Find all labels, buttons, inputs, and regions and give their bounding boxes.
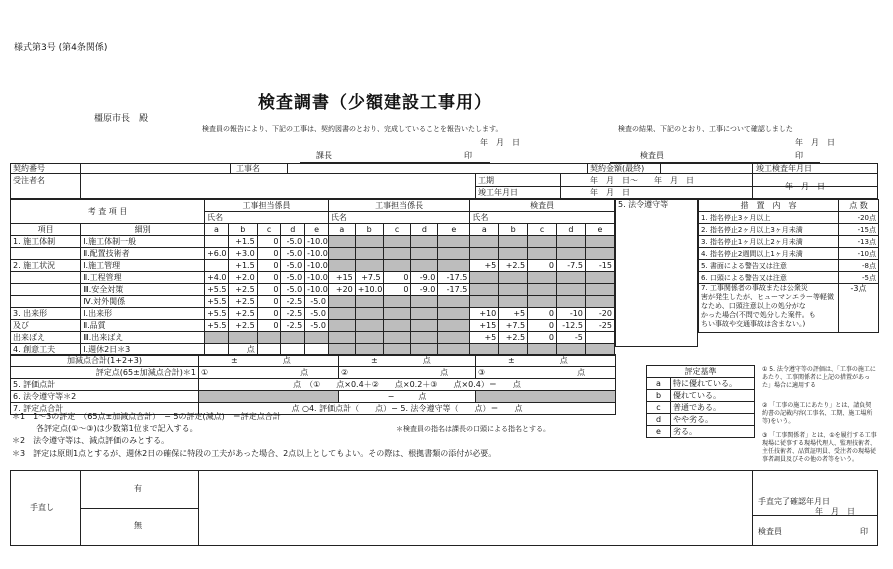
- total-label: 7. 評定点合計: [11, 403, 199, 415]
- score-cell: +2.0: [228, 272, 257, 284]
- item-header: 項目: [11, 224, 81, 236]
- hyotei-g2: ② 点: [339, 367, 476, 379]
- kasan-g2: ± 点: [339, 355, 476, 367]
- row-detail: Ⅰ.出来形: [81, 308, 205, 320]
- criteria-key: d: [647, 414, 671, 426]
- score-cell: [205, 260, 229, 272]
- score-cell: +2.5: [228, 296, 257, 308]
- score-cell: +10.0: [355, 284, 383, 296]
- hyoka-label: 5. 評価点計: [11, 379, 199, 391]
- form-number: 様式第3号 (第4条関係): [14, 43, 108, 53]
- shaded-cell: [328, 332, 355, 344]
- letter-header: c: [528, 224, 557, 236]
- note-1b: 各評定点(①〜③)は少数第1位まで記入する。: [12, 424, 198, 433]
- table-row: [11, 260, 615, 272]
- letter-header: b: [499, 224, 528, 236]
- shaded-cell: [257, 332, 281, 344]
- shaded-cell: [411, 332, 438, 344]
- table-row: [11, 308, 615, 320]
- score-cell: -20: [585, 308, 614, 320]
- score-cell: +5.5: [205, 284, 229, 296]
- shaded-cell: [585, 248, 614, 260]
- score-cell: -10.0: [305, 236, 329, 248]
- shaded-cell: [383, 320, 411, 332]
- letter-header: e: [438, 224, 470, 236]
- horei-label: 6. 法令遵守等＊2: [11, 391, 199, 403]
- score-cell: 0: [528, 320, 557, 332]
- score-cell: -10.0: [305, 260, 329, 272]
- shaded-cell: [557, 284, 586, 296]
- table-row: [11, 236, 615, 248]
- shaded-cell: [470, 236, 499, 248]
- score-cell: -5.0: [281, 272, 305, 284]
- row-item: [11, 248, 81, 260]
- shaded-cell: [205, 332, 229, 344]
- shaded-cell: [470, 248, 499, 260]
- shaded-cell: [383, 332, 411, 344]
- score-cell: -10.0: [305, 284, 329, 296]
- letter-header: e: [305, 224, 329, 236]
- row-item: 2. 施工状況: [11, 260, 81, 272]
- shaded-cell: [585, 284, 614, 296]
- score-cell: [585, 332, 614, 344]
- row-item: 3. 出来形: [11, 308, 81, 320]
- hyoka-formula: 点 （① 点×0.4＋② 点×0.2＋③ 点×0.4）＝ 点: [199, 379, 616, 391]
- row-detail: Ⅰ.週休2日＊3: [81, 344, 205, 356]
- summary-grid: [10, 354, 616, 415]
- inspection-items-header: 考 査 項 目: [11, 200, 205, 224]
- shaded-cell: [438, 296, 470, 308]
- inspection-date-value: 年 月 日: [785, 182, 825, 191]
- law-item-7: 7. 工事関係者の事故または公衆災 害が発生したが、ヒューマンエラー等軽微 なため、口頭注意以上の処分がな かった場合(不問で処分した案件。も ちい事故や交通事故は含まない。): [699, 284, 839, 333]
- law-row: [699, 224, 879, 236]
- score-cell: [205, 236, 229, 248]
- letter-header: d: [557, 224, 586, 236]
- criteria-value: 劣る。: [671, 426, 755, 438]
- shaded-cell: [528, 248, 557, 260]
- score-cell: 0: [257, 248, 281, 260]
- shaded-cell: [328, 260, 355, 272]
- law-text: 5. 書面による警告又は注意: [699, 260, 839, 272]
- score-cell: 0: [383, 272, 411, 284]
- shaded-cell: [438, 260, 470, 272]
- criteria-key: e: [647, 426, 671, 438]
- ari-label: 有: [134, 484, 142, 493]
- shaded-cell: [355, 296, 383, 308]
- total-formula: 点 ○4. 評価点計（ 点）− 5. 法令遵守等（ 点）＝ 点: [199, 403, 616, 415]
- criteria-key: b: [647, 390, 671, 402]
- shaded-cell: [383, 260, 411, 272]
- score-cell: +20: [328, 284, 355, 296]
- detail-header: 細別: [81, 224, 205, 236]
- row-detail: Ⅰ.施工管理: [81, 260, 205, 272]
- table-row: [11, 296, 615, 308]
- amount-label: 契約金額(最終): [590, 164, 645, 173]
- kasan-label: 加減点合計(1+2+3): [11, 355, 199, 367]
- law-measure-header: 措 置 内 容: [699, 200, 839, 212]
- side-note-3: ③ 「工事関係者」とは、①を履行する工事現場に従事する現場代理人、監理技術者、主任技術者、品質証明員、受注者の現場従事者調員及びその他の者等をいう。: [762, 432, 877, 463]
- letter-header: d: [411, 224, 438, 236]
- shaded-cell: [355, 332, 383, 344]
- score-cell: 0: [257, 308, 281, 320]
- shaded-cell: [438, 332, 470, 344]
- law-row: [699, 272, 879, 284]
- bottom-seal: 印: [860, 527, 868, 536]
- score-cell: 0: [528, 260, 557, 272]
- shaded-cell: [411, 320, 438, 332]
- group3-header: 検査員: [470, 200, 615, 212]
- shaded-cell: [438, 236, 470, 248]
- kacho-seal: 印: [464, 151, 472, 160]
- score-cell: 0: [257, 296, 281, 308]
- shaded-cell: [328, 320, 355, 332]
- shaded-cell: [383, 236, 411, 248]
- score-cell: -5.0: [281, 260, 305, 272]
- header-block: [10, 163, 878, 199]
- score-cell: +2.5: [228, 284, 257, 296]
- law-text: 4. 指名停止2週間以上1ヶ月未満: [699, 248, 839, 260]
- side-note-1: ① 5. 法令遵守等の評価は、「工事の施工にあたり、工事関係者に上記の措置があった」場合に適用する: [762, 366, 876, 389]
- letter-header: c: [257, 224, 281, 236]
- report-left: 検査員の報告により、下記の工事は、契約図書のとおり、完成していることを報告いたします。: [202, 125, 503, 133]
- shaded-cell: [499, 272, 528, 284]
- hyotei-g3: ③ 点: [476, 367, 616, 379]
- score-cell: +15: [328, 272, 355, 284]
- row-detail: Ⅲ.安全対策: [81, 284, 205, 296]
- shaded-cell: [228, 332, 257, 344]
- score-cell: +2.5: [499, 332, 528, 344]
- shaded-cell: [499, 284, 528, 296]
- score-cell: 0: [257, 236, 281, 248]
- score-cell: -5.0: [281, 284, 305, 296]
- score-cell: +1.5: [228, 260, 257, 272]
- score-cell: -9.0: [411, 284, 438, 296]
- shaded-cell: [411, 296, 438, 308]
- table-row: [11, 272, 615, 284]
- letter-header: e: [585, 224, 614, 236]
- shaded-cell: [328, 308, 355, 320]
- row-detail: Ⅱ.配置技術者: [81, 248, 205, 260]
- letter-header: a: [328, 224, 355, 236]
- work-name-label: 工事名: [236, 164, 260, 173]
- score-cell: -2.5: [281, 308, 305, 320]
- law-row: [699, 248, 879, 260]
- law-title: 5. 法令遵守等: [618, 200, 669, 209]
- shaded-cell: [411, 260, 438, 272]
- shaded-cell: [355, 320, 383, 332]
- shaded-cell: [528, 236, 557, 248]
- law-title-box: [615, 199, 698, 347]
- shaded-cell: [528, 284, 557, 296]
- shaded-cell: [557, 236, 586, 248]
- score-cell: -17.5: [438, 272, 470, 284]
- shaded-cell: [557, 272, 586, 284]
- score-cell: 点: [228, 344, 257, 356]
- score-cell: -7.5: [557, 260, 586, 272]
- shaded-cell: [499, 236, 528, 248]
- shaded-cell: [383, 296, 411, 308]
- score-cell: -25: [585, 320, 614, 332]
- shaded-cell: [328, 248, 355, 260]
- shaded-cell: [470, 296, 499, 308]
- shaded-cell: [355, 236, 383, 248]
- law-table: [698, 199, 879, 333]
- score-cell: +5: [470, 332, 499, 344]
- criteria-row: [647, 402, 755, 414]
- score-cell: +5: [499, 308, 528, 320]
- shaded-cell: [328, 296, 355, 308]
- law-pt: -10点: [839, 248, 879, 260]
- letter-header: b: [228, 224, 257, 236]
- score-cell: +5: [470, 260, 499, 272]
- letter-header: c: [383, 224, 411, 236]
- letter-header: d: [281, 224, 305, 236]
- page-title: 検査調書（少額建設工事用）: [258, 93, 492, 113]
- done-date: 年 月 日: [815, 507, 855, 516]
- criteria-key: c: [647, 402, 671, 414]
- law-pt: -15点: [839, 224, 879, 236]
- note-inspector: ＊検査員の指名は課長の口頭による指名とする。: [396, 425, 550, 433]
- inspector-seal: 印: [795, 151, 803, 160]
- law-row: [699, 212, 879, 224]
- group2-name: 氏名: [328, 212, 469, 224]
- row-detail: Ⅱ.工程管理: [81, 272, 205, 284]
- shaded-cell: [499, 248, 528, 260]
- law-pt: -8点: [839, 260, 879, 272]
- shaded-cell: [355, 260, 383, 272]
- law-text: 2. 指名停止2ヶ月以上3ヶ月未満: [699, 224, 839, 236]
- score-cell: -5.0: [281, 236, 305, 248]
- law-points-header: 点 数: [839, 200, 879, 212]
- letter-header: a: [205, 224, 229, 236]
- score-cell: -10.0: [305, 248, 329, 260]
- group1-name: 氏名: [205, 212, 329, 224]
- score-cell: +1.5: [228, 236, 257, 248]
- criteria-table: [646, 365, 755, 438]
- criteria-value: 特に優れている。: [671, 378, 755, 390]
- shaded-cell: [585, 296, 614, 308]
- contractor-label: 受注者名: [13, 176, 45, 185]
- letter-header: a: [470, 224, 499, 236]
- kacho-label: 課長: [316, 151, 332, 160]
- note-2: ＊2 法令遵守等は、減点評価のみとする。: [12, 436, 170, 445]
- score-cell: -2.5: [281, 296, 305, 308]
- shaded-cell: [438, 320, 470, 332]
- row-item: 4. 創意工夫: [11, 344, 81, 356]
- row-item: [11, 296, 81, 308]
- inspection-date-label: 竣工検査年月日: [756, 164, 812, 173]
- shaded-cell: [305, 332, 329, 344]
- nashi-label: 無: [134, 521, 142, 530]
- score-cell: +4.0: [205, 272, 229, 284]
- law-pt: -13点: [839, 236, 879, 248]
- row-detail: Ⅰ.施工体制一般: [81, 236, 205, 248]
- score-cell: +7.5: [355, 272, 383, 284]
- shaded-cell: [438, 248, 470, 260]
- score-cell: +2.5: [228, 320, 257, 332]
- law-text: 1. 指名停止3ヶ月以上: [699, 212, 839, 224]
- completion-value: 年 月 日: [590, 188, 630, 197]
- inspector-label: 検査員: [640, 151, 664, 160]
- evaluation-grid: [10, 199, 615, 356]
- report-right: 検査の結果、下記のとおり、工事について確認しました: [618, 125, 793, 133]
- criteria-row: [647, 414, 755, 426]
- shaded-cell: [328, 236, 355, 248]
- score-cell: -9.0: [411, 272, 438, 284]
- score-cell: -5.0: [281, 248, 305, 260]
- kasan-g3: ± 点: [476, 355, 616, 367]
- score-cell: +15: [470, 320, 499, 332]
- law-row: [699, 260, 879, 272]
- row-item: 1. 施工体制: [11, 236, 81, 248]
- criteria-value: 優れている。: [671, 390, 755, 402]
- score-cell: -17.5: [438, 284, 470, 296]
- score-cell: +5.5: [205, 296, 229, 308]
- period-label: 工期: [478, 176, 494, 185]
- score-cell: -5: [557, 332, 586, 344]
- shaded-cell: [585, 272, 614, 284]
- score-cell: -10.0: [305, 272, 329, 284]
- score-cell: +10: [470, 308, 499, 320]
- table-row: [11, 248, 615, 260]
- letter-header: b: [355, 224, 383, 236]
- date-right: 年 月 日: [795, 138, 835, 147]
- score-cell: 0: [257, 260, 281, 272]
- row-item: 及び: [11, 320, 81, 332]
- score-cell: +2.5: [499, 260, 528, 272]
- shaded-cell: [411, 308, 438, 320]
- law-pt: -20点: [839, 212, 879, 224]
- score-cell: 0: [257, 272, 281, 284]
- shaded-cell: [383, 248, 411, 260]
- side-note-2: ② 「工事の施工にあたり」とは、請負契約書の記載内容(工事名、工期、施工場所等)をいう。: [762, 402, 873, 425]
- score-cell: 0: [383, 284, 411, 296]
- score-cell: +6.0: [205, 248, 229, 260]
- shaded-cell: [355, 308, 383, 320]
- criteria-row: [647, 426, 755, 438]
- contract-no-label: 契約番号: [13, 164, 45, 173]
- law-pt: -5点: [839, 272, 879, 284]
- score-cell: +2.5: [228, 308, 257, 320]
- bottom-inspector: 検査員: [758, 527, 782, 536]
- shaded-cell: [383, 308, 411, 320]
- shaded-cell: [557, 296, 586, 308]
- shaded-cell: [411, 236, 438, 248]
- addressee: 橿原市長 殿: [94, 114, 149, 124]
- score-cell: 0: [528, 332, 557, 344]
- score-cell: -5.0: [305, 320, 329, 332]
- shaded-cell: [470, 284, 499, 296]
- score-cell: +7.5: [499, 320, 528, 332]
- row-detail: Ⅱ.品質: [81, 320, 205, 332]
- done-label: 手直完了確認年月日: [758, 497, 830, 506]
- group1-header: 工事担当係員: [205, 200, 329, 212]
- shaded-cell: [585, 236, 614, 248]
- shaded-cell: [557, 248, 586, 260]
- row-detail: Ⅳ.対外関係: [81, 296, 205, 308]
- criteria-value: 普通である。: [671, 402, 755, 414]
- score-cell: -5.0: [305, 296, 329, 308]
- table-row: [11, 332, 615, 344]
- hyotei-g1: ① 点: [199, 367, 339, 379]
- score-cell: 0: [528, 308, 557, 320]
- completion-label: 竣工年月日: [478, 188, 518, 197]
- hyotei-label: 評定点(65±加減点合計)＊1: [11, 367, 199, 379]
- shaded-cell: [528, 296, 557, 308]
- row-item: [11, 284, 81, 296]
- table-row: [11, 320, 615, 332]
- shaded-cell: [438, 308, 470, 320]
- score-cell: -2.5: [281, 320, 305, 332]
- table-row: [11, 284, 615, 296]
- horei-value: − 点: [339, 391, 476, 403]
- row-detail: Ⅲ.出来ばえ: [81, 332, 205, 344]
- law-text: 6. 口頭による警告又は注意: [699, 272, 839, 284]
- score-cell: +5.5: [205, 320, 229, 332]
- shaded-cell: [528, 272, 557, 284]
- shaded-cell: [411, 248, 438, 260]
- criteria-value: やや劣る。: [671, 414, 755, 426]
- score-cell: +3.0: [228, 248, 257, 260]
- law-text: 3. 指名停止1ヶ月以上2ヶ月未満: [699, 236, 839, 248]
- criteria-row: [647, 378, 755, 390]
- score-cell: -15: [585, 260, 614, 272]
- note-3: ＊3 評定は原則1点とするが、週休2日の確保に特段の工夫があった場合、2点以上としてもよい。その際は、根拠書類の添付が必要。: [12, 449, 497, 458]
- shaded-cell: [499, 296, 528, 308]
- score-cell: 0: [257, 284, 281, 296]
- shaded-cell: [470, 272, 499, 284]
- law-item-7-pt: -3点: [839, 284, 879, 333]
- criteria-row: [647, 390, 755, 402]
- shaded-cell: [281, 332, 305, 344]
- score-cell: +5.5: [205, 308, 229, 320]
- score-cell: -12.5: [557, 320, 586, 332]
- score-cell: -10: [557, 308, 586, 320]
- date-left: 年 月 日: [480, 138, 520, 147]
- group3-name: 氏名: [470, 212, 615, 224]
- group2-header: 工事担当係長: [328, 200, 469, 212]
- teinaoshi-label: 手直し: [30, 503, 54, 512]
- criteria-key: a: [647, 378, 671, 390]
- row-item: 出来ばえ: [11, 332, 81, 344]
- row-item: [11, 272, 81, 284]
- note-1: ＊1 1〜3の評定 （65点±加減点合計） − 5の評定(減点) ＝評定点合計: [12, 412, 281, 421]
- score-cell: -5.0: [305, 308, 329, 320]
- shaded-cell: [355, 248, 383, 260]
- score-cell: 0: [257, 320, 281, 332]
- period-value: 年 月 日〜 年 月 日: [590, 176, 694, 185]
- kasan-g1: ± 点: [199, 355, 339, 367]
- law-row: [699, 236, 879, 248]
- criteria-title: 評定基準: [647, 366, 755, 378]
